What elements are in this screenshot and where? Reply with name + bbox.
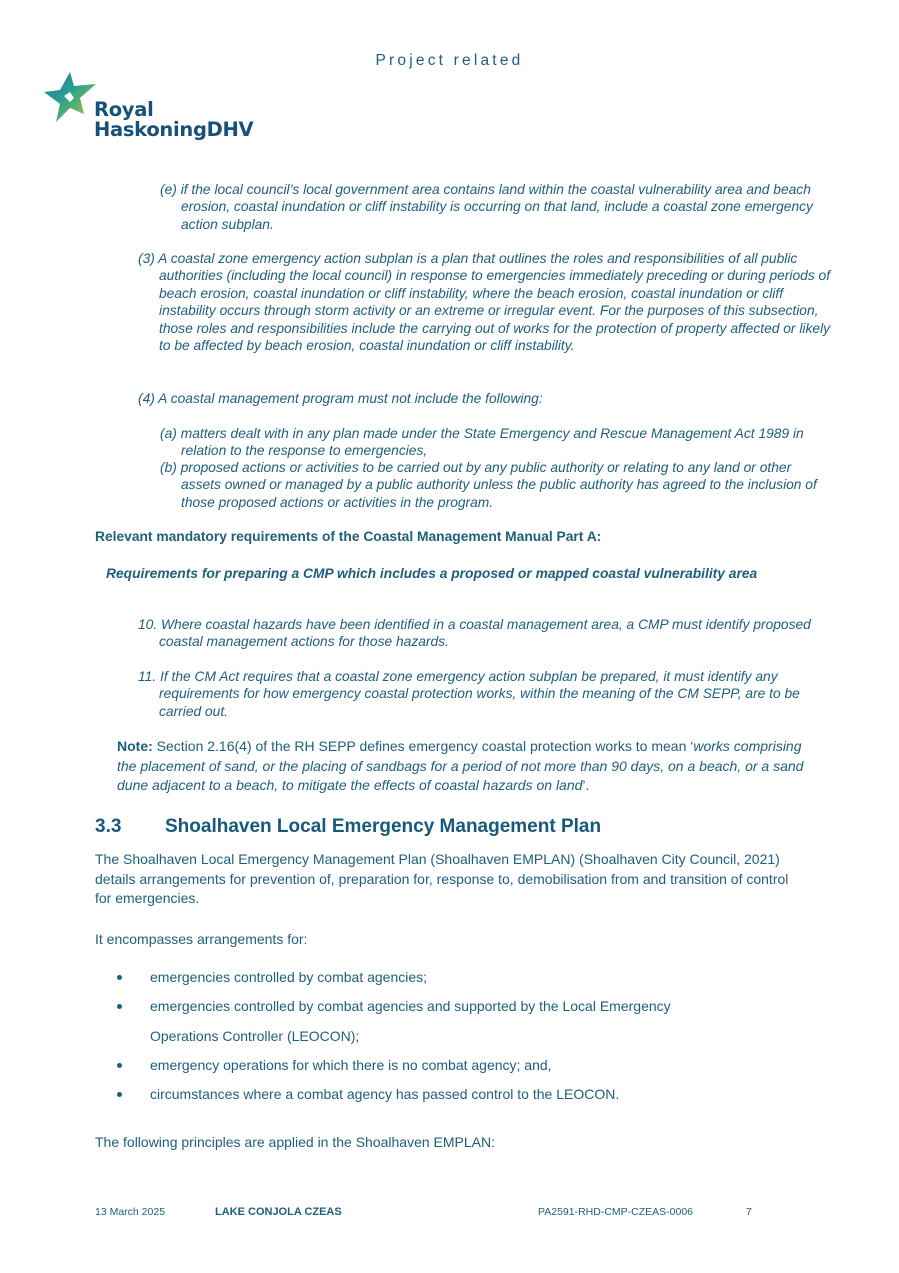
company-logo — [40, 70, 260, 148]
bullet-icon — [117, 1004, 122, 1009]
star-logo-icon — [40, 70, 102, 128]
legal-item-4: (4) A coastal management program must not include the following: — [138, 391, 543, 406]
bullet-icon — [117, 975, 122, 980]
section-heading — [95, 816, 815, 838]
note-quote: works comprising the placement of sand, or the placing of sandbags for a period of not more than 90 days, on a beach, or a sand dune adjacent to a beach, to mitigate the effects of coastal hazards on land — [117, 738, 804, 793]
section-intro: The Shoalhaven Local Emergency Management Plan (Shoalhaven EMPLAN) (Shoalhaven City Council, 2021) details arrangements for prevention of, preparation for, response to, demobilisation from and transition of control for emergencies. — [95, 851, 789, 906]
manual-subheading: Requirements for preparing a CMP which includes a proposed or mapped coastal vulnerability area — [106, 566, 758, 581]
legal-item-e: (e) if the local council’s local government area contains land within the coastal vulnerability area and beach erosion, coastal inundation or cliff instability is occurring on that land, include a coastal zone emergency action subplan. — [160, 182, 813, 232]
legal-item-3: (3) A coastal zone emergency action subplan is a plan that outlines the roles and responsibilities of all public authorities (including the local council) in response to emergencies immediately preceding or during periods of beach erosion, coastal inundation or cliff instability, where the beach erosion, coastal inundation or cliff instability occurs through storm activity or an extreme or irregular event. For the purposes of this subsection, those roles and responsibilities include the carrying out of works for the protection of property affected or likely to be affected by beach erosion, coastal inundation or cliff instability. — [138, 251, 831, 354]
footer-page-number: 7 — [746, 1206, 752, 1218]
list-item: circumstances where a combat agency has passed control to the LEOCON. — [117, 1080, 717, 1109]
note-end: ’. — [582, 777, 590, 793]
note-text: Section 2.16(4) of the RH SEPP defines emergency coastal protection works to mean ‘ — [152, 738, 694, 754]
section-number: 3.3 — [95, 816, 122, 837]
footer-project: LAKE CONJOLA CZEAS — [215, 1206, 342, 1218]
arrangements-list — [117, 963, 717, 1109]
logo-text-line1: Royal — [94, 98, 154, 121]
manual-item-10: 10. Where coastal hazards have been identified in a coastal management area, a CMP must identify proposed coastal management actions for those hazards. — [138, 617, 811, 650]
section-title: Shoalhaven Local Emergency Management Plan — [165, 816, 602, 837]
section-encompasses: It encompasses arrangements for: — [95, 931, 308, 947]
manual-item-11: 11. If the CM Act requires that a coastal zone emergency action subplan be prepared, it must identify any requirements for how emergency coastal protection works, within the meaning of the CM SEPP, are to be carried out. — [138, 669, 800, 719]
manual-heading: Relevant mandatory requirements of the Coastal Management Manual Part A: — [95, 529, 602, 544]
bullet-icon — [117, 1092, 122, 1097]
list-item: emergency operations for which there is no combat agency; and, — [117, 1051, 717, 1080]
list-item: emergencies controlled by combat agencies; — [117, 963, 717, 992]
section-closing: The following principles are applied in the Shoalhaven EMPLAN: — [95, 1134, 496, 1150]
classification-label: Project related — [375, 52, 524, 69]
footer-doc-number: PA2591-RHD-CMP-CZEAS-0006 — [538, 1206, 694, 1218]
footer-date: 13 March 2025 — [95, 1206, 166, 1218]
list-item: emergencies controlled by combat agencies and supported by the Local Emergency Operations Controller (LEOCON); — [117, 992, 717, 1051]
note-label: Note: — [117, 738, 153, 754]
bullet-icon — [117, 1063, 122, 1068]
manual-note — [117, 737, 812, 796]
legal-item-4b: (b) proposed actions or activities to be carried out by any public authority or relating to any land or other assets owned or managed by a public authority unless the public authority has agreed to the inclusion of those proposed actions or activities in the program. — [160, 460, 817, 510]
legal-item-4a: (a) matters dealt with in any plan made under the State Emergency and Rescue Management Act 1989 in relation to the response to emergencies, — [160, 426, 804, 459]
logo-text-line2: HaskoningDHV — [94, 118, 254, 141]
